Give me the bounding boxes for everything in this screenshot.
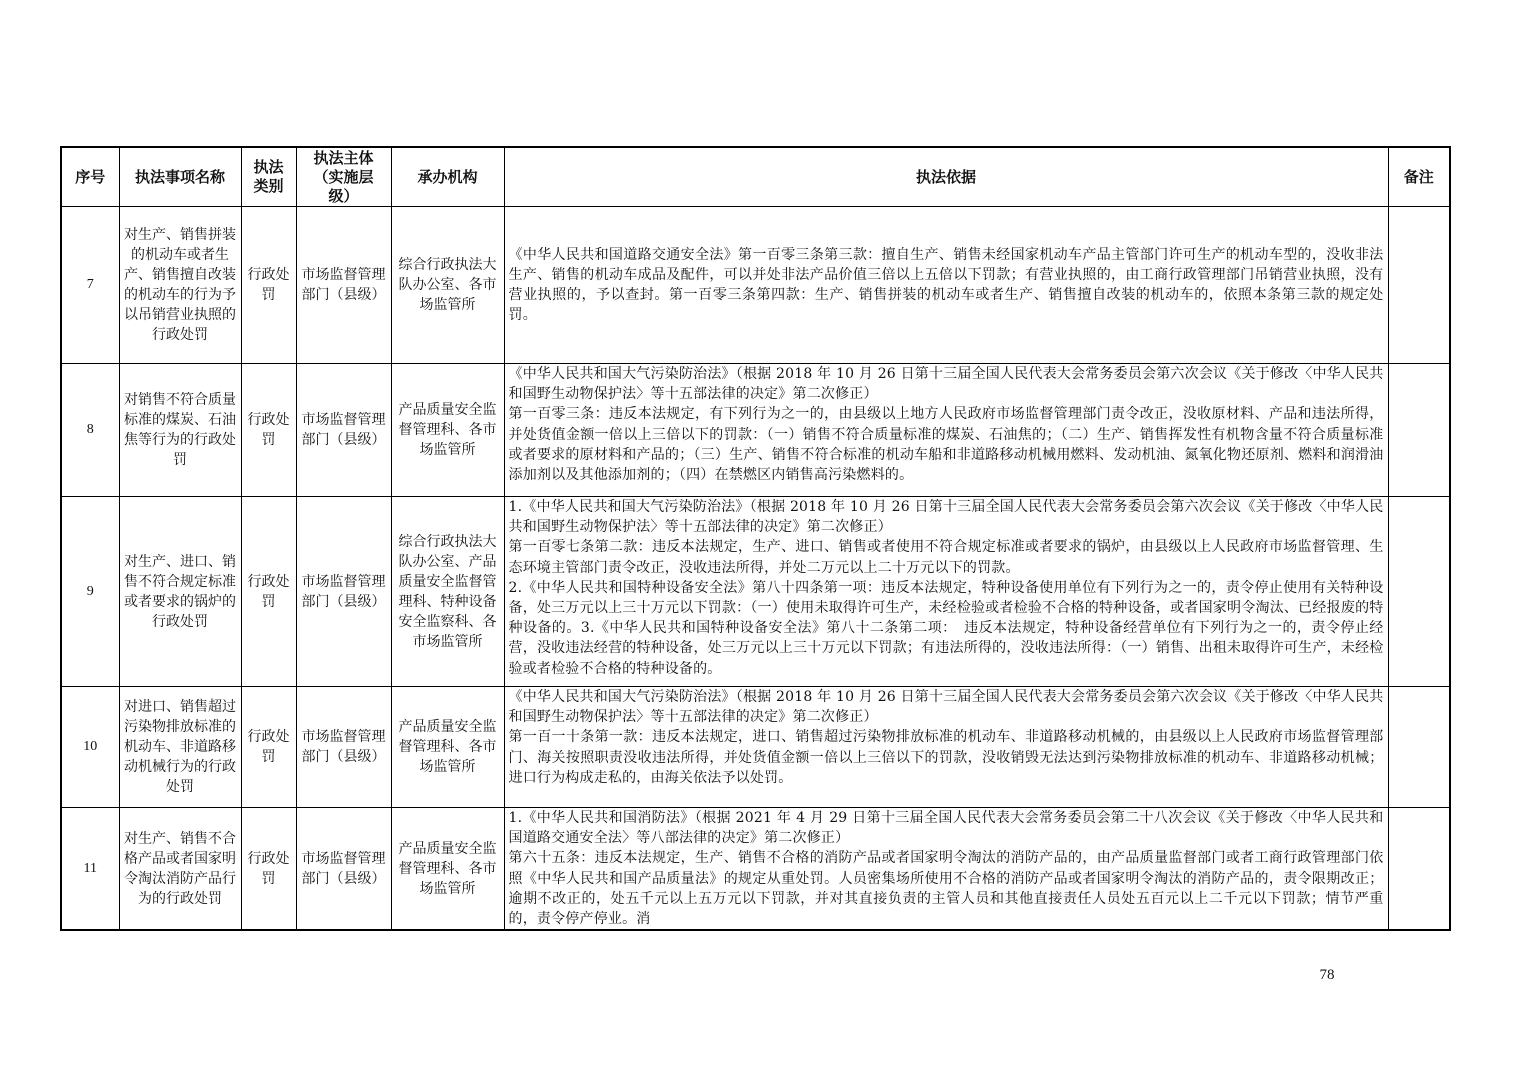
table-row: [61, 687, 1450, 808]
handling-org: 产品质量安全监督管理科、各市场监管所: [391, 364, 504, 497]
table-row: [61, 497, 1450, 687]
category: 行政处罚: [241, 364, 296, 497]
header-serial-no: 序号: [61, 147, 119, 207]
remark: [1388, 687, 1450, 808]
legal-basis: 1.《中华人民共和国消防法》（根据 2021 年 4 月 29 日第十三届全国人民代表大会常务委员会第二十八次会议《关于修改〈中华人民共和国道路交通安全法〉等八部法律的决定》第二次修正） 第六十五条：违反本法规定，生产、销售不合格的消防产品或者国家明令淘汰的消防产品的，由产品质量监督部门或者工商行政管理部门依照《中华人民共和国产品质量法》的规定从重处罚。人员密集场所使用不合格的消防产品或者国家明令淘汰的消防产品的，责令限期改正；逾期不改正的，处五千元以上五万元以下罚款，并对其直接负责的主管人员和其他直接责任人员处五百元以上二千元以下罚款；情节严重的，责令停产停业。消: [504, 808, 1388, 931]
remark: [1388, 808, 1450, 931]
row-number: 9: [61, 497, 119, 687]
table-row: [61, 207, 1450, 364]
header-legal-basis: 执法依据: [504, 147, 1388, 207]
enforcement-body: 市场监督管理部门（县级）: [296, 364, 391, 497]
item-name: 对生产、销售拼装的机动车或者生产、销售擅自改装的机动车的行为予以吊销营业执照的行政处罚: [119, 207, 241, 364]
legal-basis: 1.《中华人民共和国大气污染防治法》（根据 2018 年 10 月 26 日第十三届全国人民代表大会常务委员会第六次会议《关于修改〈中华人民共和国野生动物保护法〉等十五部法律的决定》第二次修正） 第一百零七条第二款：违反本法规定，生产、进口、销售或者使用不符合规定标准或者要求的锅炉，由县级以上人民政府市场监督管理、生态环境主管部门责令改正，没收违法所得，并处二万元以上二十万元以下的罚款。 2.《中华人民共和国特种设备安全法》第八十四条第一项：违反本法规定，特种设备使用单位有下列行为之一的，责令停止使用有关特种设备，处三万元以上三十万元以下罚款：（一）使用未取得许可生产，未经检验或者检验不合格的特种设备，或者国家明令淘汰、已经报废的特种设备的。3.《中华人民共和国特种设备安全法》第八十二条第二项： 违反本法规定，特种设备经营单位有下列行为之一的，责令停止经营，没收违法经营的特种设备，处三万元以上三十万元以下罚款；有违法所得的，没收违法所得：（一）销售、出租未取得许可生产，未经检验或者检验不合格的特种设备的。: [504, 497, 1388, 687]
header-category: 执法 类别: [241, 147, 296, 207]
enforcement-body: 市场监督管理部门（县级）: [296, 497, 391, 687]
legal-basis: 《中华人民共和国大气污染防治法》（根据 2018 年 10 月 26 日第十三届全国人民代表大会常务委员会第六次会议《关于修改〈中华人民共和国野生动物保护法〉等十五部法律的决定》第二次修正） 第一百一十条第一款：违反本法规定，进口、销售超过污染物排放标准的机动车、非道路移动机械的，由县级以上人民政府市场监督管理部门、海关按照职责没收违法所得，并处货值金额一倍以上三倍以下的罚款，没收销毁无法达到污染物排放标准的机动车、非道路移动机械；进口行为构成走私的，由海关依法予以处罚。: [504, 687, 1388, 808]
category: 行政处罚: [241, 497, 296, 687]
item-name: 对销售不符合质量标准的煤炭、石油焦等行为的行政处罚: [119, 364, 241, 497]
enforcement-items-table: [60, 146, 1451, 931]
category: 行政处罚: [241, 207, 296, 364]
row-number: 11: [61, 808, 119, 931]
legal-basis: 《中华人民共和国大气污染防治法》（根据 2018 年 10 月 26 日第十三届全国人民代表大会常务委员会第六次会议《关于修改〈中华人民共和国野生动物保护法〉等十五部法律的决定》第二次修正） 第一百零三条：违反本法规定，有下列行为之一的，由县级以上地方人民政府市场监督管理部门责令改正，没收原材料、产品和违法所得，并处货值金额一倍以上三倍以下的罚款：（一）销售不符合质量标准的煤炭、石油焦的；（二）生产、销售挥发性有机物含量不符合质量标准或者要求的原材料和产品的；（三）生产、销售不符合标准的机动车船和非道路移动机械用燃料、发动机油、氮氧化物还原剂、燃料和润滑油添加剂以及其他添加剂的；（四）在禁燃区内销售高污染燃料的。: [504, 364, 1388, 497]
category: 行政处罚: [241, 687, 296, 808]
header-handling-org: 承办机构: [391, 147, 504, 207]
enforcement-body: 市场监督管理部门（县级）: [296, 808, 391, 931]
category: 行政处罚: [241, 808, 296, 931]
table-row: [61, 364, 1450, 497]
enforcement-body: 市场监督管理部门（县级）: [296, 207, 391, 364]
row-number: 10: [61, 687, 119, 808]
item-name: 对生产、进口、销售不符合规定标准或者要求的锅炉的行政处罚: [119, 497, 241, 687]
remark: [1388, 207, 1450, 364]
header-remark: 备注: [1388, 147, 1450, 207]
item-name: 对生产、销售不合格产品或者国家明令淘汰消防产品行为的行政处罚: [119, 808, 241, 931]
table-row: [61, 808, 1450, 931]
enforcement-body: 市场监督管理部门（县级）: [296, 687, 391, 808]
handling-org: 产品质量安全监督管理科、各市场监管所: [391, 687, 504, 808]
remark: [1388, 364, 1450, 497]
row-number: 7: [61, 207, 119, 364]
handling-org: 产品质量安全监督管理科、各市场监管所: [391, 808, 504, 931]
handling-org: 综合行政执法大队办公室、产品质量安全监督管理科、特种设备安全监察科、各市场监管所: [391, 497, 504, 687]
row-number: 8: [61, 364, 119, 497]
remark: [1388, 497, 1450, 687]
table-header-row: [61, 147, 1450, 207]
handling-org: 综合行政执法大队办公室、各市场监管所: [391, 207, 504, 364]
header-item-name: 执法事项名称: [119, 147, 241, 207]
item-name: 对进口、销售超过污染物排放标准的机动车、非道路移动机械行为的行政处罚: [119, 687, 241, 808]
legal-basis: 《中华人民共和国道路交通安全法》第一百零三条第三款：擅自生产、销售未经国家机动车产品主管部门许可生产的机动车型的，没收非法生产、销售的机动车成品及配件，可以并处非法产品价值三倍以上五倍以下罚款；有营业执照的，由工商行政管理部门吊销营业执照，没有营业执照的，予以查封。第一百零三条第四款：生产、销售拼装的机动车或者生产、销售擅自改装的机动车的，依照本条第三款的规定处罚。: [504, 207, 1388, 364]
page-number: 78: [1319, 967, 1335, 983]
header-enforcement-body: 执法主体 （实施层 级）: [296, 147, 391, 207]
